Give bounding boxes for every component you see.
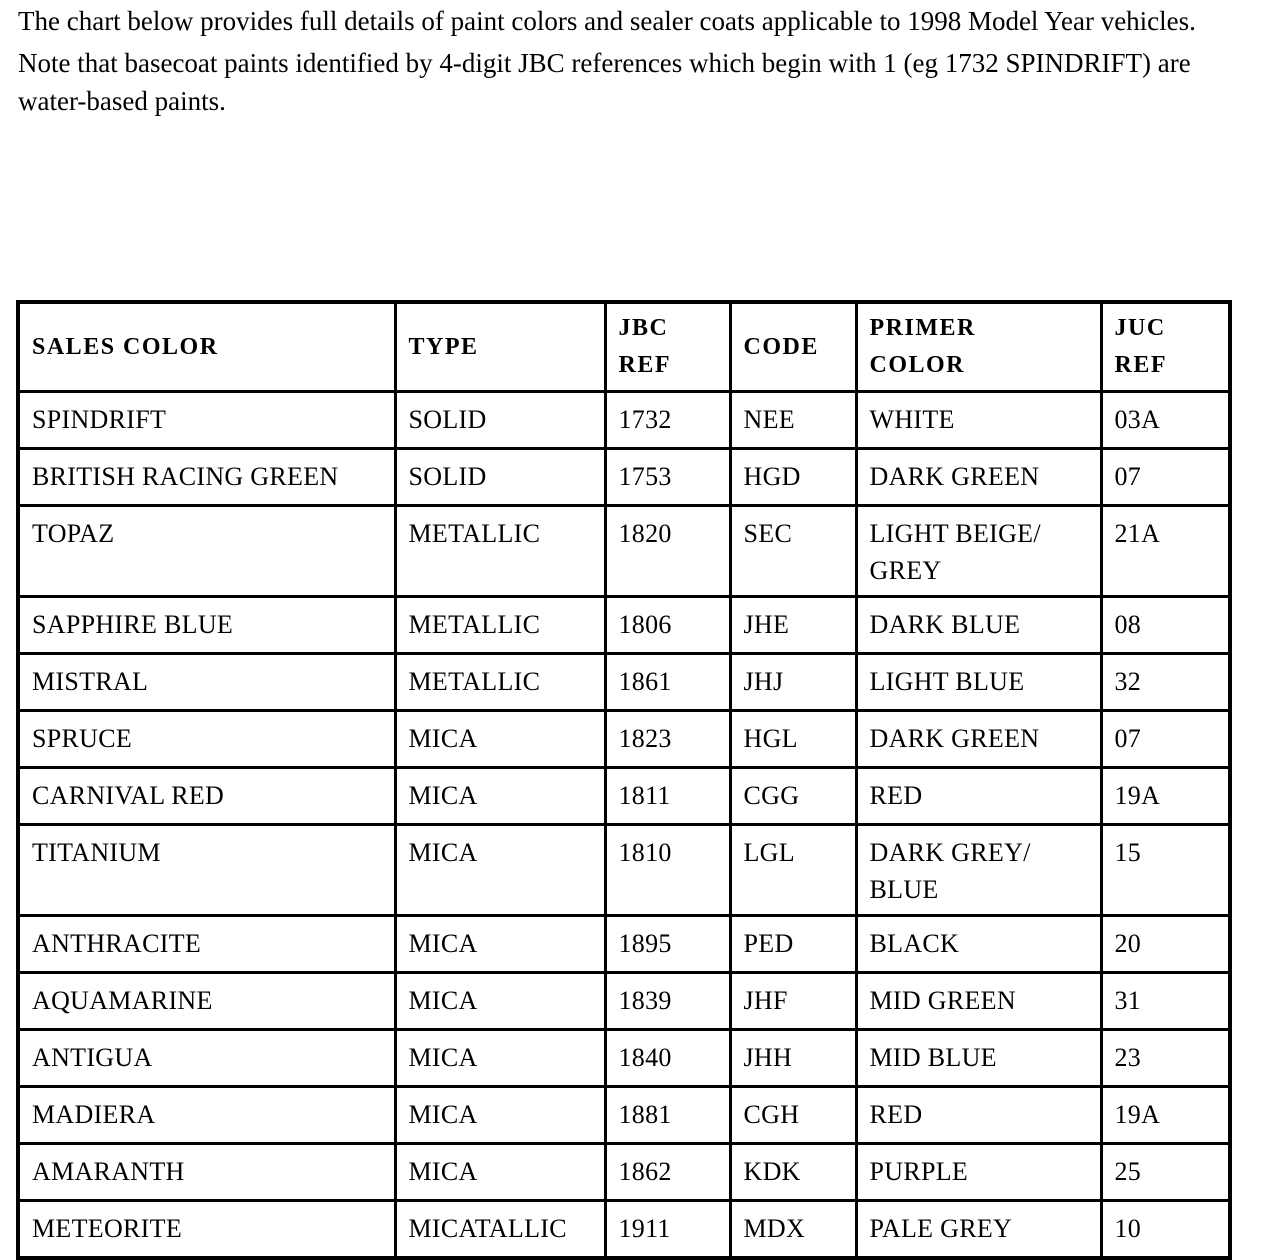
cell-jbc-ref: 1823 [605, 711, 730, 768]
cell-jbc-ref: 1911 [605, 1201, 730, 1259]
header-type: TYPE [395, 302, 605, 392]
cell-juc-ref: 15 [1101, 825, 1230, 916]
cell-type: MICA [395, 1030, 605, 1087]
cell-code: SEC [730, 506, 856, 597]
cell-code: LGL [730, 825, 856, 916]
cell-juc-ref: 31 [1101, 973, 1230, 1030]
cell-juc-ref: 25 [1101, 1144, 1230, 1201]
cell-type: MICA [395, 768, 605, 825]
cell-juc-ref: 07 [1101, 711, 1230, 768]
table-row [18, 916, 1230, 973]
cell-code: JHH [730, 1030, 856, 1087]
cell-primer-color: PALE GREY [856, 1201, 1101, 1259]
cell-sales-color: CARNIVAL RED [18, 768, 395, 825]
cell-type: MICA [395, 711, 605, 768]
cell-code: KDK [730, 1144, 856, 1201]
cell-sales-color: AMARANTH [18, 1144, 395, 1201]
cell-primer-color: MID BLUE [856, 1030, 1101, 1087]
table-body [18, 392, 1230, 1259]
table-row [18, 1201, 1230, 1259]
cell-primer-color: DARK GREEN [856, 711, 1101, 768]
cell-sales-color: MADIERA [18, 1087, 395, 1144]
cell-primer-color: RED [856, 768, 1101, 825]
cell-primer-color: LIGHT BLUE [856, 654, 1101, 711]
cell-sales-color: TITANIUM [18, 825, 395, 916]
cell-sales-color: METEORITE [18, 1201, 395, 1259]
cell-jbc-ref: 1895 [605, 916, 730, 973]
cell-code: PED [730, 916, 856, 973]
cell-juc-ref: 08 [1101, 597, 1230, 654]
cell-code: CGG [730, 768, 856, 825]
cell-juc-ref: 20 [1101, 916, 1230, 973]
cell-sales-color: SAPPHIRE BLUE [18, 597, 395, 654]
cell-jbc-ref: 1810 [605, 825, 730, 916]
cell-type: METALLIC [395, 654, 605, 711]
cell-jbc-ref: 1840 [605, 1030, 730, 1087]
cell-type: MICA [395, 1087, 605, 1144]
table-row [18, 597, 1230, 654]
table-row [18, 392, 1230, 449]
cell-jbc-ref: 1881 [605, 1087, 730, 1144]
cell-sales-color: MISTRAL [18, 654, 395, 711]
table-row [18, 973, 1230, 1030]
header-jbc-ref-line2: REF [618, 352, 671, 378]
header-primer-color [856, 302, 1101, 392]
table-row [18, 449, 1230, 506]
intro-text [18, 2, 1248, 124]
cell-jbc-ref: 1806 [605, 597, 730, 654]
cell-juc-ref: 21A [1101, 506, 1230, 597]
cell-juc-ref: 07 [1101, 449, 1230, 506]
header-juc-ref [1101, 302, 1230, 392]
cell-sales-color: BRITISH RACING GREEN [18, 449, 395, 506]
cell-juc-ref: 19A [1101, 1087, 1230, 1144]
table-row [18, 825, 1230, 916]
cell-juc-ref: 32 [1101, 654, 1230, 711]
cell-type: MICATALLIC [395, 1201, 605, 1259]
cell-code: JHE [730, 597, 856, 654]
header-jbc-ref-line1: JBC [618, 315, 669, 341]
cell-code: HGD [730, 449, 856, 506]
cell-juc-ref: 10 [1101, 1201, 1230, 1259]
cell-primer-color: DARK GREY/ BLUE [856, 825, 1101, 916]
cell-code: JHJ [730, 654, 856, 711]
cell-sales-color: ANTHRACITE [18, 916, 395, 973]
cell-jbc-ref: 1811 [605, 768, 730, 825]
cell-juc-ref: 19A [1101, 768, 1230, 825]
cell-type: METALLIC [395, 506, 605, 597]
cell-sales-color: SPRUCE [18, 711, 395, 768]
table-row [18, 768, 1230, 825]
cell-sales-color: SPINDRIFT [18, 392, 395, 449]
cell-primer-color: DARK BLUE [856, 597, 1101, 654]
cell-jbc-ref: 1861 [605, 654, 730, 711]
table-row [18, 711, 1230, 768]
cell-type: MICA [395, 825, 605, 916]
cell-primer-color: LIGHT BEIGE/ GREY [856, 506, 1101, 597]
header-primer-color-line1: PRIMER [869, 315, 976, 341]
intro-paragraph-1: The chart below provides full details of paint colors and sealer coats applicable to 1998 Model Year vehicles. [18, 6, 1196, 36]
cell-type: SOLID [395, 449, 605, 506]
table-row [18, 506, 1230, 597]
table-row [18, 1030, 1230, 1087]
cell-code: JHF [730, 973, 856, 1030]
cell-type: MICA [395, 973, 605, 1030]
cell-code: NEE [730, 392, 856, 449]
cell-primer-color: RED [856, 1087, 1101, 1144]
intro-paragraph-2: Note that basecoat paints identified by 4-digit JBC references which begin with 1 (eg 1732 SPINDRIFT) are water-based paints. [18, 48, 1191, 116]
cell-jbc-ref: 1732 [605, 392, 730, 449]
cell-primer-color: DARK GREEN [856, 449, 1101, 506]
cell-sales-color: ANTIGUA [18, 1030, 395, 1087]
cell-code: MDX [730, 1201, 856, 1259]
header-primer-color-line2: COLOR [869, 352, 966, 378]
cell-primer-color: PURPLE [856, 1144, 1101, 1201]
cell-type: MICA [395, 1144, 605, 1201]
cell-sales-color: AQUAMARINE [18, 973, 395, 1030]
cell-jbc-ref: 1820 [605, 506, 730, 597]
header-juc-ref-line1: JUC [1114, 315, 1166, 341]
header-code: CODE [730, 302, 856, 392]
header-juc-ref-line2: REF [1114, 352, 1167, 378]
cell-code: HGL [730, 711, 856, 768]
cell-jbc-ref: 1839 [605, 973, 730, 1030]
cell-jbc-ref: 1753 [605, 449, 730, 506]
cell-sales-color: TOPAZ [18, 506, 395, 597]
cell-type: METALLIC [395, 597, 605, 654]
table-row [18, 654, 1230, 711]
cell-jbc-ref: 1862 [605, 1144, 730, 1201]
header-sales-color: SALES COLOR [18, 302, 395, 392]
cell-juc-ref: 03A [1101, 392, 1230, 449]
cell-type: SOLID [395, 392, 605, 449]
cell-primer-color: BLACK [856, 916, 1101, 973]
cell-type: MICA [395, 916, 605, 973]
header-jbc-ref [605, 302, 730, 392]
table-header-row [18, 302, 1230, 392]
cell-code: CGH [730, 1087, 856, 1144]
cell-juc-ref: 23 [1101, 1030, 1230, 1087]
cell-primer-color: WHITE [856, 392, 1101, 449]
table-row [18, 1087, 1230, 1144]
paint-color-table [16, 300, 1232, 1260]
cell-primer-color: MID GREEN [856, 973, 1101, 1030]
table-row [18, 1144, 1230, 1201]
